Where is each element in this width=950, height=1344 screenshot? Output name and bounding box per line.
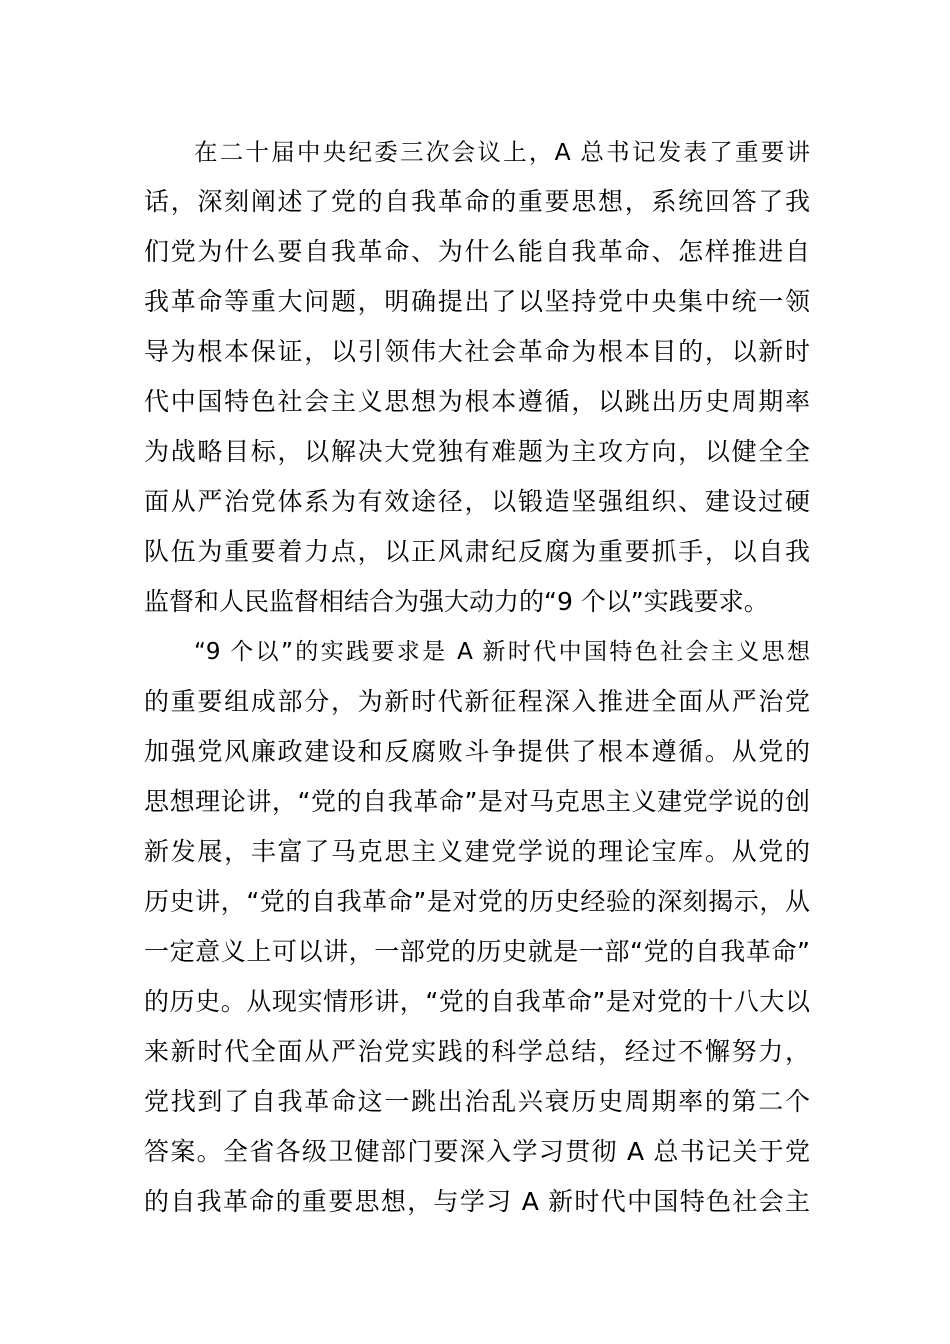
text-line: 一定意义上可以讲，一部党的历史就是一部“党的自我革命” [144,937,810,966]
text-line: 们党为什么要自我革命、为什么能自我革命、怎样推进自 [144,237,810,266]
text-line: 为战略目标，以解决大党独有难题为主攻方向，以健全全 [144,437,810,466]
text-line: 党找到了自我革命这一跳出治乱兴衰历史周期率的第二个 [144,1087,810,1116]
text-line: 来新时代全面从严治党实践的科学总结，经过不懈努力， [144,1037,810,1066]
paragraph-2 [144,627,810,1227]
text-line: 面从严治党体系为有效途径，以锻造坚强组织、建设过硬 [144,487,810,516]
text-line: 代中国特色社会主义思想为根本遵循，以跳出历史周期率 [144,387,810,416]
text-line: 思想理论讲，“党的自我革命”是对马克思主义建党学说的创 [144,787,810,816]
text-line: 的自我革命的重要思想，与学习 A 新时代中国特色社会主 [144,1187,810,1216]
document-body [144,127,810,1227]
text-line: 导为根本保证，以引领伟大社会革命为根本目的，以新时 [144,337,810,366]
text-line: 的重要组成部分，为新时代新征程深入推进全面从严治党 [144,687,810,716]
text-line: 监督和人民监督相结合为强大动力的“9 个以”实践要求。 [144,587,769,616]
text-line: 新发展，丰富了马克思主义建党学说的理论宝库。从党的 [144,837,810,866]
text-line: 的历史。从现实情形讲，“党的自我革命”是对党的十八大以 [144,987,810,1016]
text-line: 我革命等重大问题，明确提出了以坚持党中央集中统一领 [144,287,810,316]
text-line: 答案。全省各级卫健部门要深入学习贯彻 A 总书记关于党 [144,1137,810,1166]
text-line: 话，深刻阐述了党的自我革命的重要思想，系统回答了我 [144,187,810,216]
text-line: “9 个以”的实践要求是 A 新时代中国特色社会主义思想 [194,639,810,665]
text-line: 加强党风廉政建设和反腐败斗争提供了根本遵循。从党的 [144,737,810,766]
text-line: 历史讲，“党的自我革命”是对党的历史经验的深刻揭示，从 [144,887,810,916]
paragraph-1 [144,127,810,627]
text-line: 在二十届中央纪委三次会议上，A 总书记发表了重要讲 [194,138,810,166]
text-line: 队伍为重要着力点，以正风肃纪反腐为重要抓手，以自我 [144,537,810,566]
